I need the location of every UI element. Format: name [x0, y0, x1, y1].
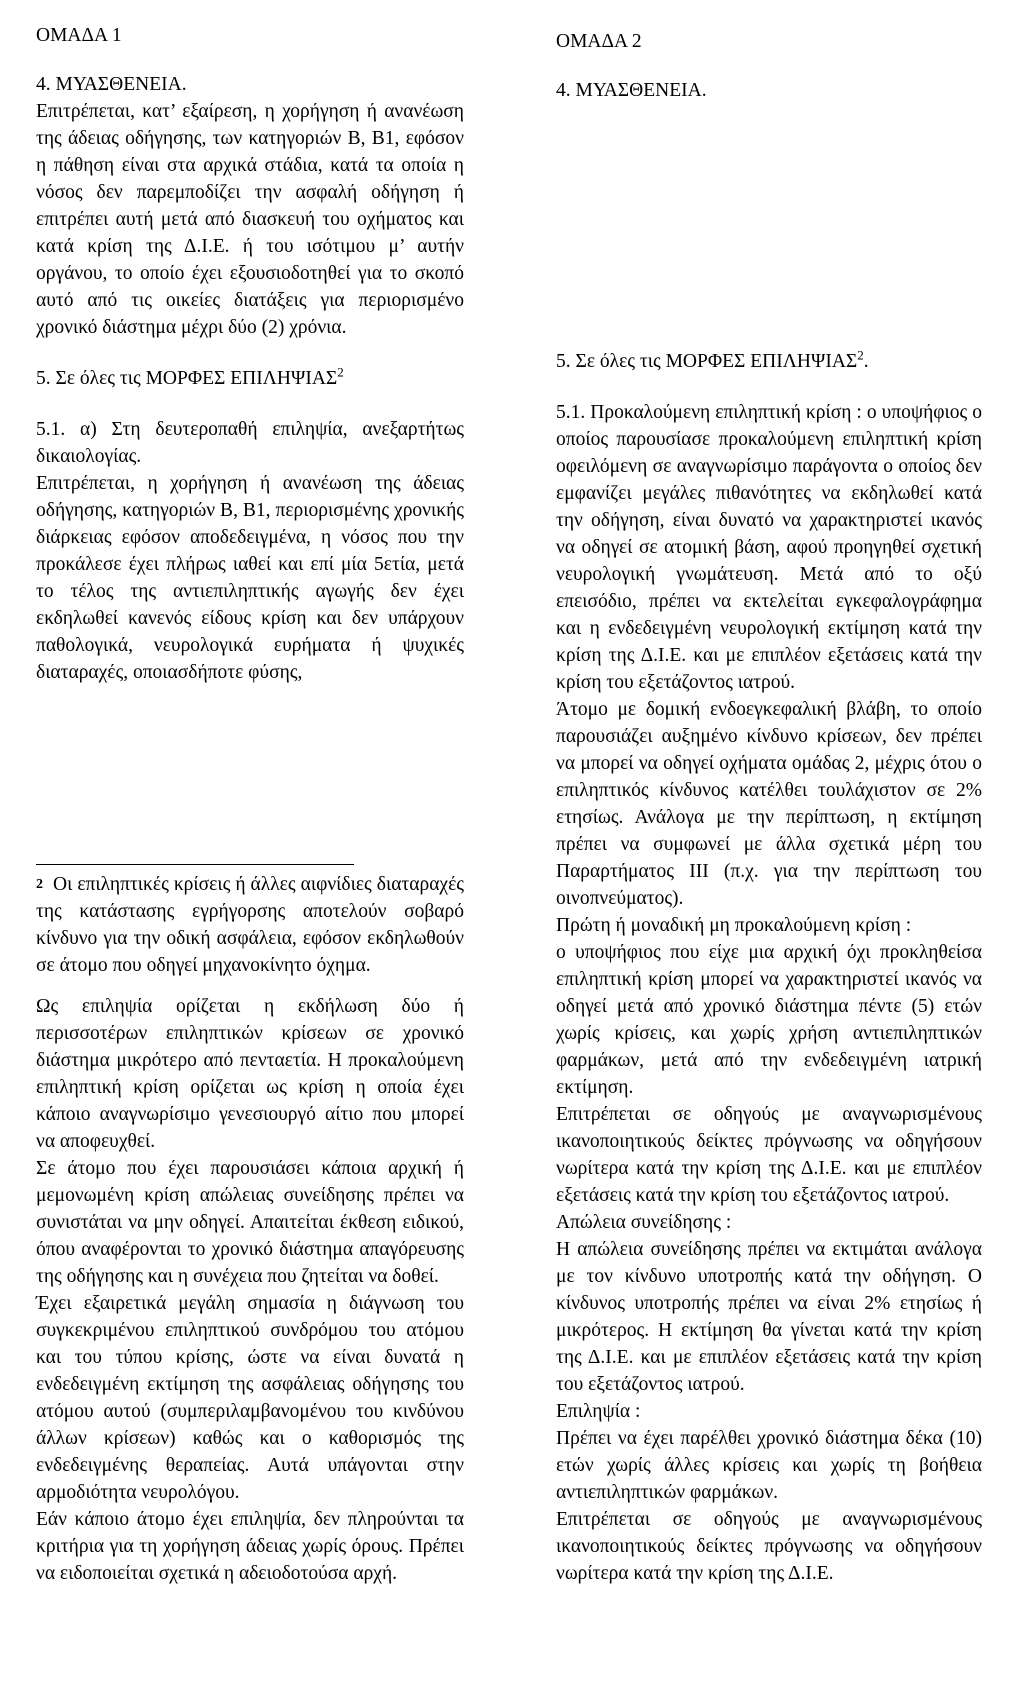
group-1-header: ΟΜΑΔΑ 1: [36, 25, 122, 46]
footnote-separator: [36, 864, 354, 865]
footnote-reference-group-2: 2: [857, 347, 864, 363]
right-column: [556, 22, 982, 1587]
epilepsy-heading-group-2-text: 5. Σε όλες τις ΜΟΡΦΕΣ ΕΠΙΛΗΨΙΑΣ: [556, 351, 858, 372]
epilepsy-heading-group-2-end: .: [863, 351, 869, 372]
first-seizure-allowance: Επιτρέπεται σε οδηγούς με αναγνωρισμένους ικανοποιητικούς δείκτες πρόγνωσης να οδηγήσουν νωρίτερα κατά την κρίση της Δ.Ι.Ε. και με επιπλέον εξετάσεις κατά την κρίση του εξετάζοντος ιατρού.: [556, 1104, 982, 1206]
footnote-paragraph-2: Ως επιληψία ορίζεται η εκδήλωση δύο ή περισσοτέρων επιληπτικών κρίσεων σε χρονικό διάστημα μικρότερο από πενταετία. Η προκαλούμενη επιληπτική κρίση ορίζεται ως κρίση η οποία έχει κάποιο αναγνωρίσιμο γενεσιουργό αίτιο που μπορεί να αποφευχθεί.: [36, 996, 464, 1152]
structural-lesion-text: Άτομο με δομική ενδοεγκεφαλική βλάβη, το οποίο παρουσιάζει αυξημένο κίνδυνο κρίσεων, δεν πρέπει να μπορεί να οδηγεί οχήματα ομάδας 2, μέχρις ότου ο επιληπτικός κίνδυνος κατέλθει τουλάχιστον σε 2% ετησίως. Ανάλογα με την περίπτωση, η εκτίμηση πρέπει να συμφωνεί με άλλα σχετικά μέρη του Παραρτήματος ΙΙΙ (π.χ. για την περίπτωση του οινοπνεύματος).: [556, 699, 982, 909]
left-column: [36, 22, 464, 1587]
epilepsy-subheading: Επιληψία :: [556, 1401, 641, 1422]
footnote-number: 2: [36, 877, 43, 892]
first-seizure-text: ο υποψήφιος που είχε μια αρχική όχι προκληθείσα επιληπτική κρίση μπορεί να χαρακτηριστεί ικανός να οδηγεί μετά από χρονικό διάστημα πέντε (5) ετών χωρίς κρίσεις, και χωρίς χρήση αντιεπιληπτικών φαρμάκων, μετά από την ενδεδειγμένη ιατρική εκτίμηση.: [556, 942, 982, 1098]
loss-of-consciousness-text: Η απώλεια συνείδησης πρέπει να εκτιμάται ανάλογα με τον κίνδυνο υποτροπής κατά την οδήγηση. Ο κίνδυνος υποτροπής πρέπει να είναι 2% ετησίως ή μικρότερος. Η εκτίμηση θα γίνεται κατά την κρίση της Δ.Ι.Ε. και με επιπλέον εξετάσεις κατά την κρίση του εξετάζοντος ιατρού.: [556, 1239, 982, 1395]
spacer: [36, 686, 464, 864]
myasthenia-heading-group-2: 4. ΜΥΑΣΘΕΝΕΙΑ.: [556, 80, 707, 101]
footnote-paragraph-4: Έχει εξαιρετικά μεγάλη σημασία η διάγνωση του συγκεκριμένου επιληπτικού συνδρόμου του ατόμου και του τύπου κρίσης, ώστε να είναι δυνατά η ενδεδειγμένη εκτίμηση της ασφάλειας οδήγησης του ατόμου αυτού (συμπεριλαμβανομένου του κινδύνου άλλων κρίσεων) καθώς και ο καθορισμός της ενδεδειγμένης θεραπείας. Αυτά υπάγονται στην αρμοδιότητα νευρολόγου.: [36, 1293, 464, 1503]
secondary-epilepsy-heading: 5.1. α) Στη δευτεροπαθή επιληψία, ανεξαρτήτως δικαιολογίας.: [36, 419, 464, 467]
footnote: [36, 871, 464, 1587]
myasthenia-text: Επιτρέπεται, κατ’ εξαίρεση, η χορήγηση ή ανανέωση της άδειας οδήγησης, των κατηγοριών Β, Β1, εφόσον η πάθηση είναι στα αρχικά στάδια, κατά τα οποία η νόσος δεν παρεμποδίζει την ασφαλή οδήγηση ή επιτρέπει αυτή μετά από διασκευή του οχήματος και κατά κρίση της Δ.Ι.Ε. ή του ισότιμου μ’ αυτήν οργάνου, το οποίο έχει εξουσιοδοτηθεί για το σκοπό αυτό από τις οικείες διατάξεις για περιορισμένο χρονικό διάστημα μέχρι δύο (2) χρόνια.: [36, 101, 464, 338]
myasthenia-heading: 4. ΜΥΑΣΘΕΝΕΙΑ.: [36, 74, 187, 95]
provoked-seizure-text: 5.1. Προκαλούμενη επιληπτική κρίση : ο υποψήφιος ο οποίος παρουσίασε προκαλούμενη επιληπτική κρίση οφειλόμενη σε αναγνωρίσιμο παράγοντα ο οποίος δεν εμφανίζει μεγάλες πιθανότητες να εκδηλωθεί κατά την οδήγηση, είναι δυνατό να χαρακτηριστεί ικανός να οδηγεί σε ατομική βάση, αφού προηγηθεί σχετική νευρολογική γνωμάτευση. Μετά από το οξύ επεισόδιο, πρέπει να εκτελείται εγκεφαλογράφημα και η ενδεδειγμένη νευρολογική εκτίμηση κατά την κρίση της Δ.Ι.Ε. και με επιπλέον εξετάσεις κατά την κρίση του εξετάζοντος ιατρού.: [556, 402, 982, 693]
first-seizure-heading: Πρώτη ή μοναδική μη προκαλούμενη κρίση :: [556, 915, 912, 936]
group-2-header: ΟΜΑΔΑ 2: [556, 31, 642, 52]
epilepsy-heading: [36, 365, 464, 392]
footnote-reference: 2: [337, 364, 344, 380]
epilepsy-heading-text: 5. Σε όλες τις ΜΟΡΦΕΣ ΕΠΙΛΗΨΙΑΣ: [36, 368, 338, 389]
footnote-paragraph-1: [36, 871, 464, 979]
footnote-paragraph-5: Εάν κάποιο άτομο έχει επιληψία, δεν πληρούνται τα κριτήρια για τη χορήγηση άδειας χωρίς όρους. Πρέπει να ειδοποιείται σχετικά η αδειοδοτούσα αρχή.: [36, 1509, 464, 1584]
footnote-paragraph-3: Σε άτομο που έχει παρουσιάσει κάποια αρχική ή μεμονωμένη κρίση απώλειας συνείδησης πρέπει να συνιστάται να μην οδηγεί. Απαιτείται έκθεση ειδικού, όπου αναφέρονται το χρονικό διάστημα απαγόρευσης της οδήγησης και η συνέχεια που ζητείται να δοθεί.: [36, 1158, 464, 1287]
footnote-paragraph-1-text: Οι επιληπτικές κρίσεις ή άλλες αιφνίδιες διαταραχές της κατάστασης εγρήγορσης αποτελούν σοβαρό κίνδυνο για την οδική ασφάλεια, εφόσον εκδηλωθούν σε άτομο που οδηγεί μηχανοκίνητο όχημα.: [36, 874, 464, 976]
secondary-epilepsy-text: Επιτρέπεται, η χορήγηση ή ανανέωση της άδειας οδήγησης, κατηγοριών Β, Β1, περιορισμένης χρονικής διάρκειας εφόσον αποδεδειγμένα, η νόσος που την προκάλεσε έχει πλήρως ιαθεί και επί μία 5ετία, μετά το τέλος της αντιεπιληπτικής αγωγής δεν έχει εκδηλωθεί κανενός είδους κρίση και δεν υπάρχουν παθολογικά, νευρολογικά ευρήματα ή ψυχικές διαταραχές, οποιασδήποτε φύσης,: [36, 473, 464, 683]
loss-of-consciousness-heading: Απώλεια συνείδησης :: [556, 1212, 732, 1233]
epilepsy-text: Πρέπει να έχει παρέλθει χρονικό διάστημα δέκα (10) ετών χωρίς άλλες κρίσεις και χωρίς τη βοήθεια αντιεπιληπτικών φαρμάκων.: [556, 1428, 982, 1503]
epilepsy-allowance: Επιτρέπεται σε οδηγούς με αναγνωρισμένους ικανοποιητικούς δείκτες πρόγνωσης να οδηγήσουν νωρίτερα κατά την κρίση της Δ.Ι.Ε.: [556, 1509, 982, 1584]
epilepsy-heading-group-2: [556, 348, 982, 375]
